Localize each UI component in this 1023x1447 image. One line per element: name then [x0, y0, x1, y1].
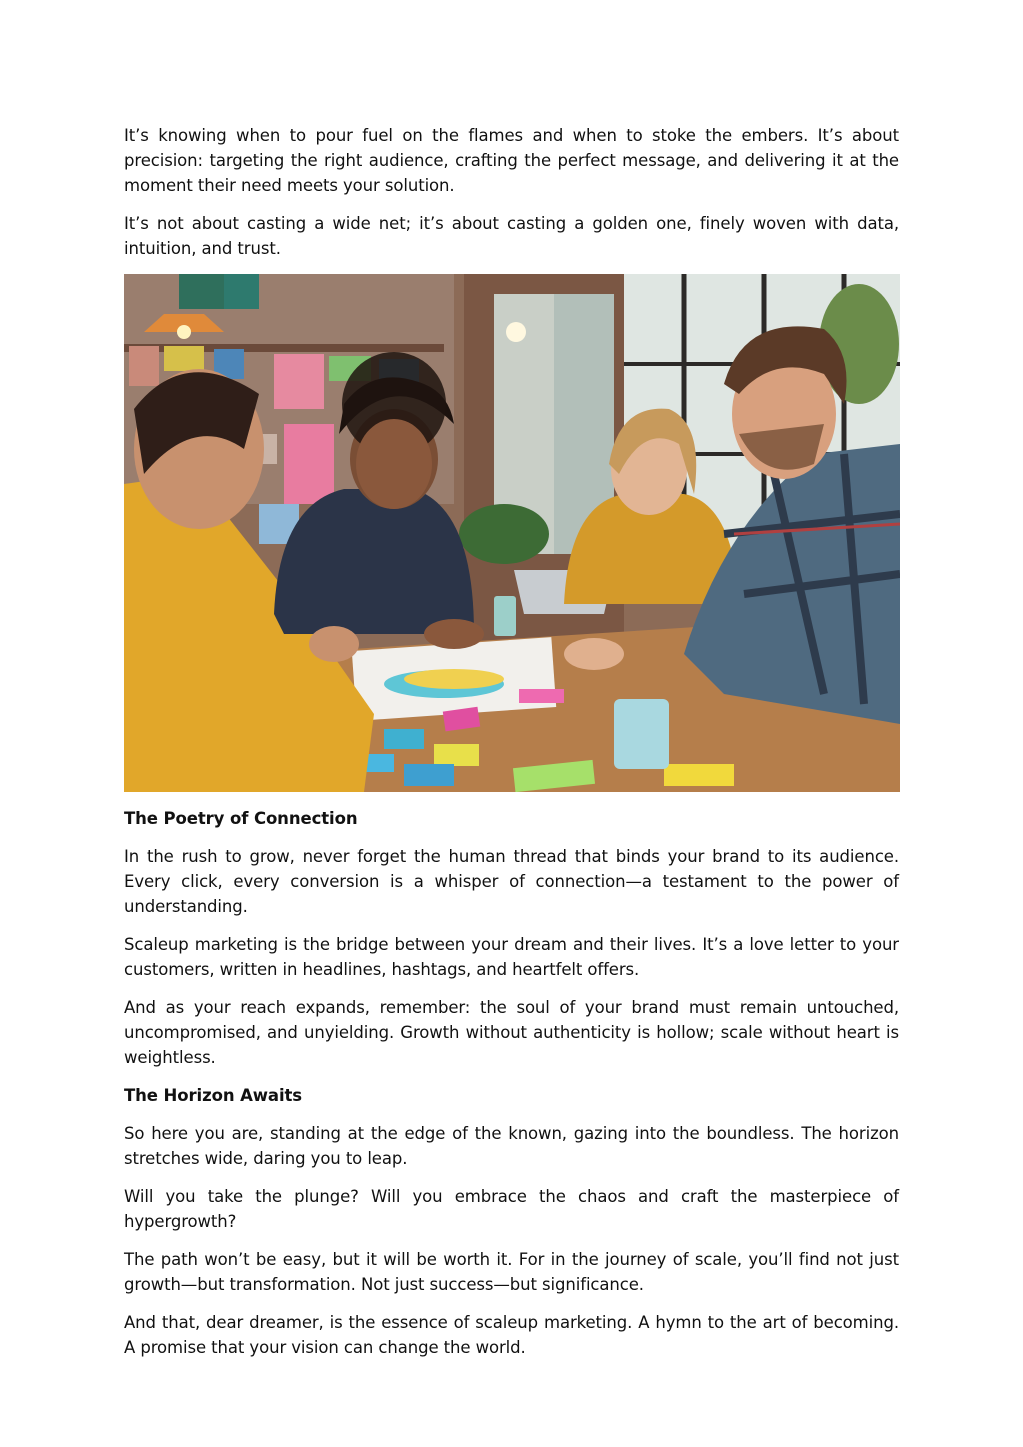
section-heading-horizon: The Horizon Awaits — [124, 1086, 303, 1105]
horizon-paragraph-3: The path won’t be easy, but it will be worth it. For in the journey of scale, you’ll find not just growth—but transformation. Not just success—but significance. — [124, 1250, 899, 1294]
horizon-paragraph-4: And that, dear dreamer, is the essence of scaleup marketing. A hymn to the art of becoming. A promise that your vision can change the world. — [124, 1313, 899, 1357]
horizon-paragraph-2: Will you take the plunge? Will you embrace the chaos and craft the masterpiece of hypergrowth? — [124, 1187, 899, 1231]
team-meeting-photo — [124, 274, 900, 792]
poetry-paragraph-3: And as your reach expands, remember: the soul of your brand must remain untouched, uncompromised, and unyielding. Growth without authenticity is hollow; scale without heart is weightless. — [124, 998, 899, 1067]
section-heading-poetry: The Poetry of Connection — [124, 809, 358, 828]
intro-paragraph-1: It’s knowing when to pour fuel on the flames and when to stoke the embers. It’s about precision: targeting the right audience, crafting the perfect message, and delivering it at the moment their need meets your solution. — [124, 126, 899, 195]
poetry-paragraph-1: In the rush to grow, never forget the human thread that binds your brand to its audience. Every click, every conversion is a whisper of connection—a testament to the power of understanding. — [124, 847, 899, 916]
horizon-paragraph-1: So here you are, standing at the edge of the known, gazing into the boundless. The horizon stretches wide, daring you to leap. — [124, 1124, 899, 1168]
page-content — [124, 123, 899, 1373]
photo-illustration — [124, 274, 900, 792]
intro-paragraph-2: It’s not about casting a wide net; it’s about casting a golden one, finely woven with data, intuition, and trust. — [124, 214, 899, 258]
poetry-paragraph-2: Scaleup marketing is the bridge between your dream and their lives. It’s a love letter to your customers, written in headlines, hashtags, and heartfelt offers. — [124, 935, 899, 979]
